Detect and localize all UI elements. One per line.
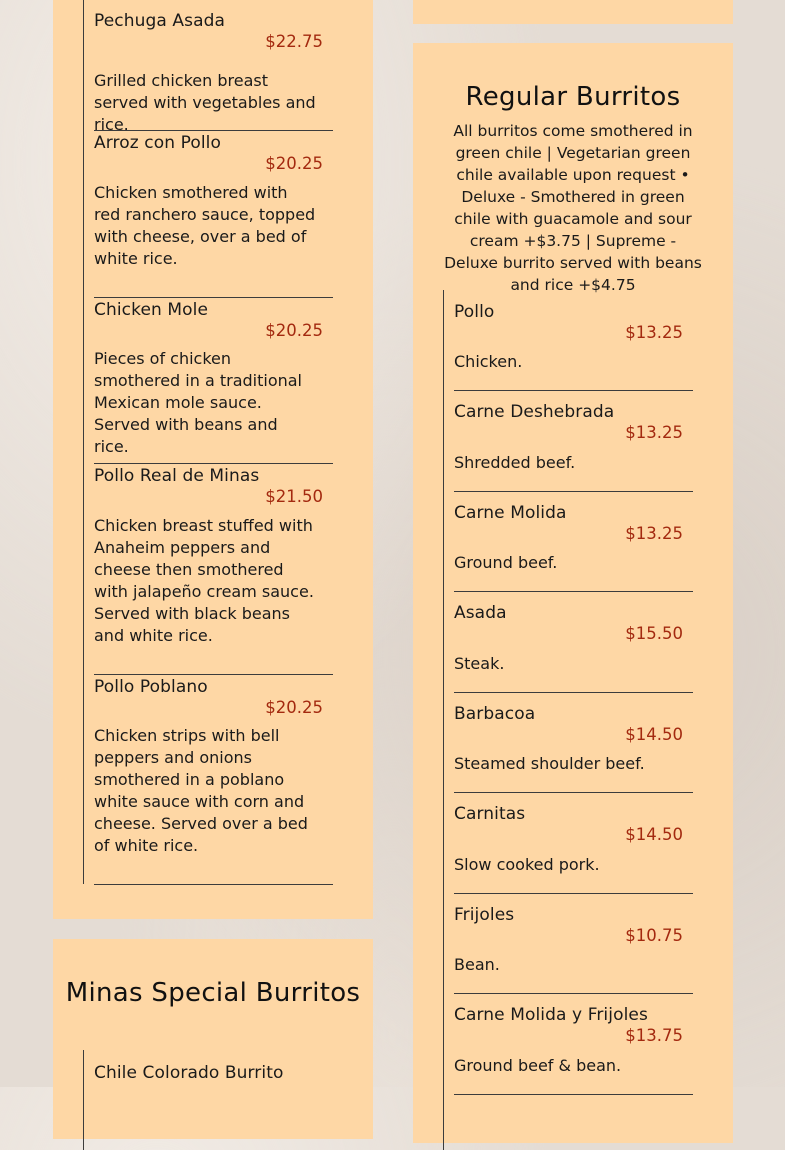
item-description: Chicken. (454, 352, 523, 371)
menu-item (94, 677, 333, 885)
item-name: Carne Deshebrada (454, 402, 615, 422)
item-name: Pollo Real de Minas (94, 466, 260, 486)
item-name: Arroz con Pollo (94, 133, 221, 153)
menu-card-regular-burritos (413, 43, 733, 1143)
item-name: Pollo (454, 302, 495, 322)
item-description: Slow cooked pork. (454, 855, 600, 874)
item-description: Shredded beef. (454, 453, 576, 472)
item-name: Frijoles (454, 905, 515, 925)
item-price: $20.25 (265, 321, 323, 340)
item-name: Pechuga Asada (94, 11, 226, 31)
menu-item (454, 1005, 693, 1095)
item-price: $13.25 (625, 323, 683, 342)
item-name: Barbacoa (454, 704, 536, 724)
item-name: Pollo Poblano (94, 677, 208, 697)
item-description: Steamed shoulder beef. (454, 754, 645, 773)
item-price: $13.25 (625, 524, 683, 543)
item-name: Chicken Mole (94, 300, 209, 320)
menu-card-special-burritos (53, 939, 373, 1139)
item-price: $14.50 (625, 725, 683, 744)
section-description: All burritos come smothered in green chile | Vegetarian green chile available upon request • Deluxe - Smothered in green chile with guacamole and sour cream +$3.75 | Supreme - Deluxe burrito served with beans and rice +$4.75 (444, 122, 702, 294)
item-price: $10.75 (625, 926, 683, 945)
item-price: $22.75 (265, 32, 323, 51)
menu-item (454, 804, 693, 894)
item-price: $13.25 (625, 423, 683, 442)
section-title: Minas Special Burritos (65, 978, 361, 1008)
menu-item (454, 302, 693, 391)
menu-item (454, 503, 693, 592)
item-name: Asada (454, 603, 507, 623)
menu-item (454, 603, 693, 693)
menu-item (94, 300, 333, 464)
menu-items-list (443, 290, 694, 1150)
item-description: Ground beef & bean. (454, 1056, 622, 1075)
menu-item (94, 466, 333, 675)
menu-item (454, 704, 693, 793)
menu-card-chicken (53, 0, 373, 919)
menu-item (454, 402, 693, 492)
menu-items-list (83, 1050, 334, 1150)
menu-items-list (83, 0, 334, 884)
item-description: Chicken smothered with red ranchero sauce, topped with cheese, over a bed of white rice. (94, 183, 316, 268)
item-description: Chicken strips with bell peppers and onions smothered in a poblano white sauce with corn and cheese. Served over a bed of white rice. (94, 726, 308, 855)
item-description: Pieces of chicken smothered in a traditional Mexican mole sauce. Served with beans and rice. (94, 349, 302, 456)
menu-item (454, 905, 693, 994)
item-price: $20.25 (265, 698, 323, 717)
item-name: Carnitas (454, 804, 526, 824)
menu-item (94, 1063, 333, 1123)
section-title: Regular Burritos (465, 82, 681, 112)
menu-item (94, 133, 333, 298)
item-name: Carne Molida y Frijoles (454, 1005, 648, 1025)
item-price: $14.50 (625, 825, 683, 844)
item-price: $15.50 (625, 624, 683, 643)
item-price: $13.75 (625, 1026, 683, 1045)
item-price: $21.50 (265, 487, 323, 506)
item-name: Carne Molida (454, 503, 567, 523)
item-description: Chicken breast stuffed with Anaheim peppers and cheese then smothered with jalapeño cream sauce. Served with black beans and white rice. (94, 516, 314, 645)
item-description: Ground beef. (454, 553, 558, 572)
item-description: Grilled chicken breast served with vegetables and rice. (94, 71, 316, 134)
menu-item (94, 11, 333, 134)
item-description: Bean. (454, 955, 500, 974)
item-name: Chile Colorado Burrito (94, 1063, 284, 1083)
menu-card (413, 0, 733, 24)
item-price: $20.25 (265, 154, 323, 173)
item-description: Steak. (454, 654, 505, 673)
